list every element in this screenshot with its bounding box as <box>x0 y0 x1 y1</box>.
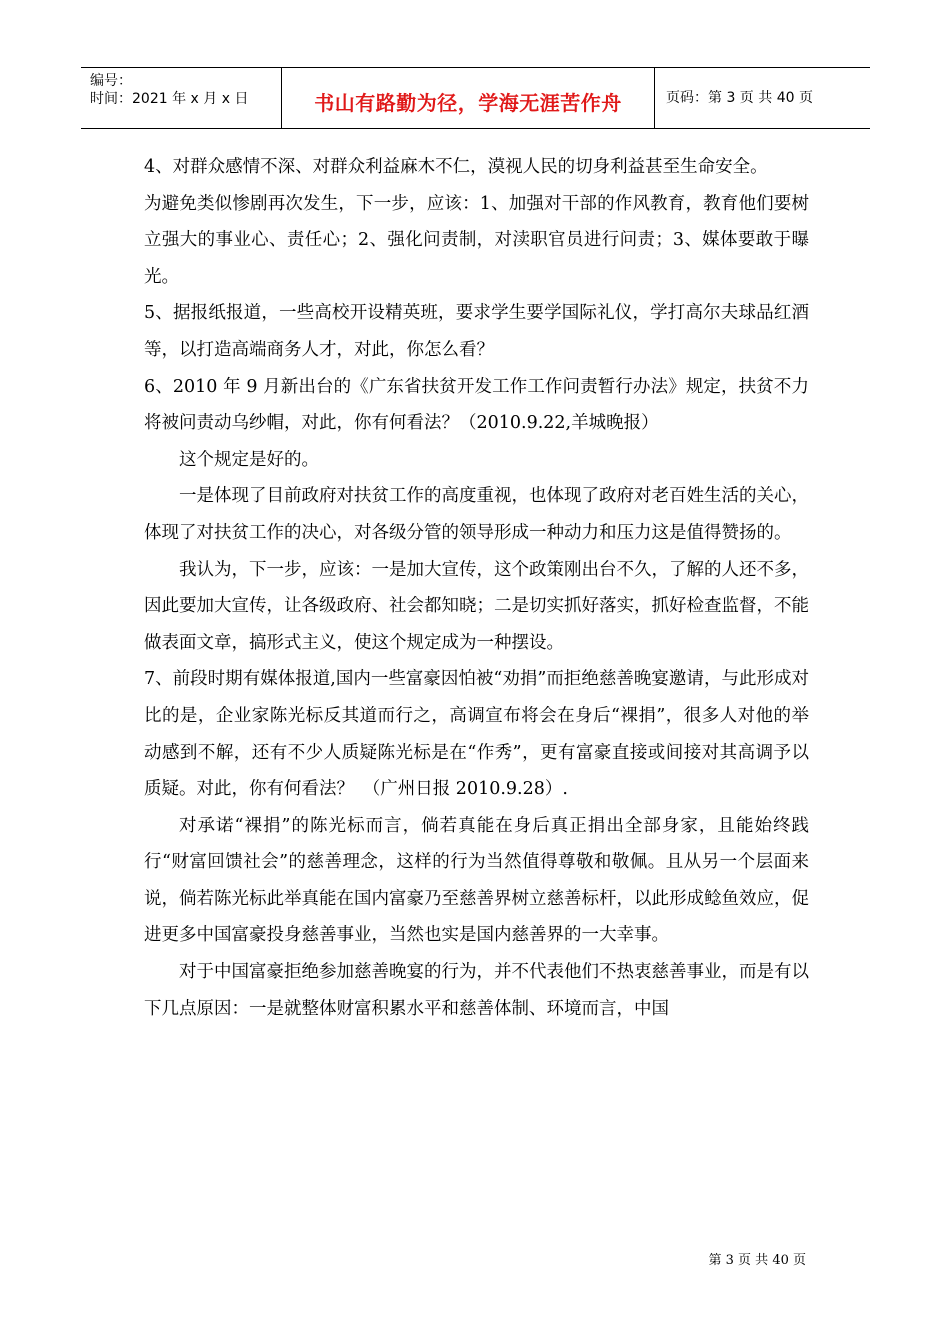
paragraph: 6、2010 年 9 月新出台的《广东省扶贫开发工作工作问责暂行办法》规定，扶贫不力将被问责动乌纱帽，对此，你有何看法？（2010.9.22,羊城晚报） <box>144 376 809 434</box>
header-page-label: 页码：第 3 页 共 40 页 <box>666 90 813 106</box>
paragraph: 为避免类似惨剧再次发生，下一步，应该：1、加强对干部的作风教育，教育他们要树立强大的事业心、责任心；2、强化问责制，对渎职官员进行问责；3、媒体要敢于曝光。 <box>144 193 809 287</box>
paragraph: 4、对群众感情不深、对群众利益麻木不仁，漠视人民的切身利益甚至生命安全。 <box>144 157 768 177</box>
page-header <box>81 67 870 129</box>
document-body <box>144 149 809 1027</box>
header-motto-cell <box>282 68 655 128</box>
paragraph: 5、据报纸报道，一些高校开设精英班，要求学生要学国际礼仪，学打高尔夫球品红酒等，以打造高端商务人才，对此，你怎么看？ <box>144 303 809 360</box>
number-label: 编号： <box>90 73 132 89</box>
paragraph: 7、前段时期有媒体报道,国内一些富豪因怕被“劝捐”而拒绝慈善晚宴邀请，与此形成对比的是，企业家陈光标反其道而行之，高调宣布将会在身后“裸捐”，很多人对他的举动感到不解，还有不少人质疑陈光标是在“作秀”，更有富豪直接或间接对其高调予以质疑。对此，你有何看法？ （广州日报 2010.9.28）. <box>144 669 809 800</box>
paragraph: 对承诺“裸捐”的陈光标而言，倘若真能在身后真正捐出全部身家，且能始终践行“财富回馈社会”的慈善理念，这样的行为当然值得尊敬和敬佩。且从另一个层面来说，倘若陈光标此举真能在国内富豪乃至慈善界树立慈善标杆，以此形成鲶鱼效应，促进更多中国富豪投身慈善事业，当然也实是国内慈善界的一大幸事。 <box>144 815 809 946</box>
paragraph: 对于中国富豪拒绝参加慈善晚宴的行为，并不代表他们不热衷慈善事业，而是有以下几点原因：一是就整体财富积累水平和慈善体制、环境而言，中国 <box>144 962 809 1019</box>
header-meta <box>81 68 282 128</box>
header-motto: 书山有路勤为径，学海无涯苦作舟 <box>314 91 622 115</box>
paragraph: 这个规定是好的。 <box>179 449 319 470</box>
paragraph: 我认为，下一步，应该：一是加大宣传，这个政策刚出台不久，了解的人还不多，因此要加大宣传，让各级政府、社会都知晓；二是切实抓好落实，抓好检查监督，不能做表面文章，搞形式主义，使这个规定成为一种摆设。 <box>144 559 809 653</box>
page-footer: 第 3 页 共 40 页 <box>708 1253 806 1268</box>
paragraph: 一是体现了目前政府对扶贫工作的高度重视，也体现了政府对老百姓生活的关心，体现了对扶贫工作的决心，对各级分管的领导形成一种动力和压力这是值得赞扬的。 <box>144 486 809 543</box>
time-label: 时间：2021 年 x 月 x 日 <box>90 91 249 107</box>
